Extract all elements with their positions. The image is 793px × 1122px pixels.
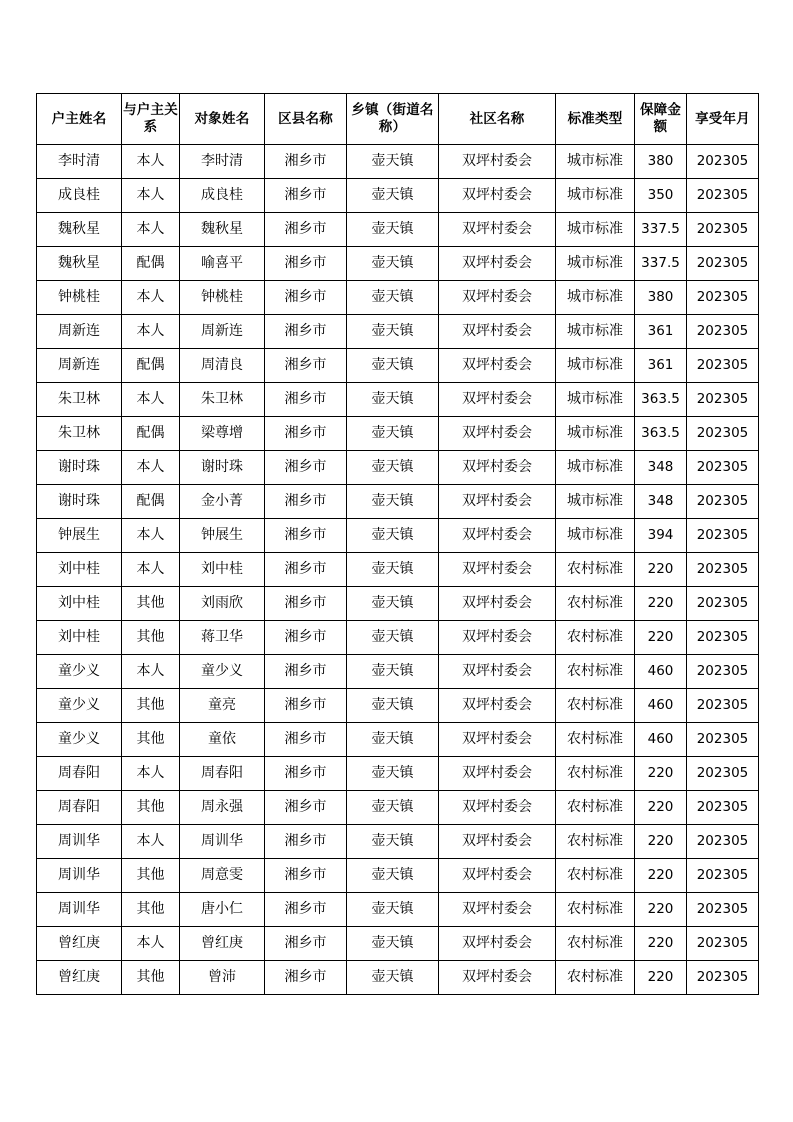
cell-object_name: 喻喜平 [180, 247, 265, 281]
cell-district: 湘乡市 [265, 383, 347, 417]
cell-township: 壶天镇 [347, 791, 439, 825]
cell-standard_type: 农村标准 [556, 961, 635, 995]
cell-district: 湘乡市 [265, 417, 347, 451]
cell-month: 202305 [687, 519, 759, 553]
cell-month: 202305 [687, 247, 759, 281]
cell-relation: 本人 [122, 825, 180, 859]
column-header-community: 社区名称 [439, 94, 556, 145]
cell-community: 双坪村委会 [439, 553, 556, 587]
table-row [37, 893, 759, 927]
cell-community: 双坪村委会 [439, 927, 556, 961]
cell-township: 壶天镇 [347, 451, 439, 485]
cell-object_name: 周永强 [180, 791, 265, 825]
cell-township: 壶天镇 [347, 145, 439, 179]
cell-township: 壶天镇 [347, 519, 439, 553]
cell-month: 202305 [687, 893, 759, 927]
cell-relation: 本人 [122, 553, 180, 587]
cell-householder_name: 周训华 [37, 859, 122, 893]
cell-township: 壶天镇 [347, 859, 439, 893]
cell-householder_name: 成良桂 [37, 179, 122, 213]
cell-township: 壶天镇 [347, 825, 439, 859]
cell-standard_type: 城市标准 [556, 281, 635, 315]
cell-amount: 337.5 [635, 213, 687, 247]
cell-township: 壶天镇 [347, 621, 439, 655]
cell-amount: 220 [635, 791, 687, 825]
cell-district: 湘乡市 [265, 927, 347, 961]
cell-object_name: 金小菁 [180, 485, 265, 519]
cell-relation: 本人 [122, 145, 180, 179]
cell-amount: 361 [635, 349, 687, 383]
cell-relation: 本人 [122, 757, 180, 791]
table-row [37, 451, 759, 485]
cell-amount: 348 [635, 485, 687, 519]
cell-relation: 配偶 [122, 349, 180, 383]
cell-community: 双坪村委会 [439, 859, 556, 893]
cell-relation: 本人 [122, 927, 180, 961]
cell-month: 202305 [687, 689, 759, 723]
cell-object_name: 曾红庚 [180, 927, 265, 961]
benefit-table [36, 93, 759, 995]
cell-standard_type: 农村标准 [556, 893, 635, 927]
cell-community: 双坪村委会 [439, 961, 556, 995]
column-header-object-name: 对象姓名 [180, 94, 265, 145]
cell-month: 202305 [687, 961, 759, 995]
table-header-row [37, 94, 759, 145]
table-row [37, 689, 759, 723]
cell-standard_type: 农村标准 [556, 655, 635, 689]
column-header-township: 乡镇（街道名称） [347, 94, 439, 145]
cell-district: 湘乡市 [265, 825, 347, 859]
cell-householder_name: 周新连 [37, 315, 122, 349]
cell-district: 湘乡市 [265, 349, 347, 383]
cell-township: 壶天镇 [347, 383, 439, 417]
cell-standard_type: 农村标准 [556, 723, 635, 757]
column-header-amount: 保障金额 [635, 94, 687, 145]
table-row [37, 723, 759, 757]
table-row [37, 383, 759, 417]
table-row [37, 315, 759, 349]
cell-householder_name: 曾红庚 [37, 961, 122, 995]
cell-standard_type: 城市标准 [556, 451, 635, 485]
cell-month: 202305 [687, 757, 759, 791]
cell-district: 湘乡市 [265, 587, 347, 621]
cell-standard_type: 城市标准 [556, 519, 635, 553]
cell-relation: 本人 [122, 179, 180, 213]
cell-community: 双坪村委会 [439, 451, 556, 485]
cell-district: 湘乡市 [265, 893, 347, 927]
cell-month: 202305 [687, 213, 759, 247]
cell-standard_type: 农村标准 [556, 757, 635, 791]
cell-householder_name: 童少义 [37, 689, 122, 723]
cell-householder_name: 童少义 [37, 655, 122, 689]
cell-month: 202305 [687, 621, 759, 655]
cell-community: 双坪村委会 [439, 179, 556, 213]
cell-amount: 380 [635, 281, 687, 315]
table-row [37, 247, 759, 281]
cell-community: 双坪村委会 [439, 655, 556, 689]
cell-object_name: 周新连 [180, 315, 265, 349]
table-body [37, 145, 759, 995]
cell-householder_name: 周春阳 [37, 791, 122, 825]
cell-householder_name: 谢时珠 [37, 485, 122, 519]
cell-month: 202305 [687, 417, 759, 451]
cell-object_name: 蒋卫华 [180, 621, 265, 655]
cell-community: 双坪村委会 [439, 315, 556, 349]
cell-object_name: 李时清 [180, 145, 265, 179]
table-row [37, 791, 759, 825]
cell-month: 202305 [687, 315, 759, 349]
cell-community: 双坪村委会 [439, 825, 556, 859]
cell-standard_type: 城市标准 [556, 383, 635, 417]
cell-object_name: 曾沛 [180, 961, 265, 995]
cell-object_name: 刘雨欣 [180, 587, 265, 621]
cell-standard_type: 农村标准 [556, 859, 635, 893]
cell-amount: 350 [635, 179, 687, 213]
cell-township: 壶天镇 [347, 961, 439, 995]
cell-community: 双坪村委会 [439, 757, 556, 791]
cell-relation: 其他 [122, 859, 180, 893]
cell-district: 湘乡市 [265, 689, 347, 723]
cell-township: 壶天镇 [347, 213, 439, 247]
cell-month: 202305 [687, 281, 759, 315]
cell-standard_type: 农村标准 [556, 587, 635, 621]
cell-month: 202305 [687, 451, 759, 485]
cell-district: 湘乡市 [265, 961, 347, 995]
cell-township: 壶天镇 [347, 723, 439, 757]
benefit-table-container [36, 93, 758, 995]
cell-householder_name: 周春阳 [37, 757, 122, 791]
table-row [37, 145, 759, 179]
cell-district: 湘乡市 [265, 519, 347, 553]
cell-object_name: 童亮 [180, 689, 265, 723]
cell-householder_name: 魏秋星 [37, 213, 122, 247]
cell-month: 202305 [687, 927, 759, 961]
table-row [37, 825, 759, 859]
cell-amount: 361 [635, 315, 687, 349]
cell-object_name: 魏秋星 [180, 213, 265, 247]
cell-standard_type: 城市标准 [556, 315, 635, 349]
table-row [37, 281, 759, 315]
cell-month: 202305 [687, 587, 759, 621]
column-header-relation: 与户主关系 [122, 94, 180, 145]
cell-object_name: 唐小仁 [180, 893, 265, 927]
cell-object_name: 周意雯 [180, 859, 265, 893]
cell-community: 双坪村委会 [439, 247, 556, 281]
cell-standard_type: 城市标准 [556, 179, 635, 213]
cell-month: 202305 [687, 791, 759, 825]
cell-object_name: 钟展生 [180, 519, 265, 553]
cell-township: 壶天镇 [347, 247, 439, 281]
cell-relation: 本人 [122, 451, 180, 485]
cell-householder_name: 周新连 [37, 349, 122, 383]
cell-community: 双坪村委会 [439, 587, 556, 621]
cell-month: 202305 [687, 655, 759, 689]
cell-object_name: 刘中桂 [180, 553, 265, 587]
cell-amount: 220 [635, 757, 687, 791]
table-row [37, 417, 759, 451]
cell-community: 双坪村委会 [439, 791, 556, 825]
cell-relation: 其他 [122, 723, 180, 757]
cell-relation: 其他 [122, 961, 180, 995]
cell-amount: 220 [635, 859, 687, 893]
cell-standard_type: 城市标准 [556, 349, 635, 383]
cell-month: 202305 [687, 179, 759, 213]
cell-district: 湘乡市 [265, 859, 347, 893]
cell-district: 湘乡市 [265, 791, 347, 825]
cell-amount: 460 [635, 723, 687, 757]
cell-householder_name: 刘中桂 [37, 587, 122, 621]
cell-community: 双坪村委会 [439, 145, 556, 179]
cell-amount: 363.5 [635, 383, 687, 417]
cell-householder_name: 魏秋星 [37, 247, 122, 281]
table-row [37, 485, 759, 519]
cell-district: 湘乡市 [265, 281, 347, 315]
cell-township: 壶天镇 [347, 587, 439, 621]
cell-relation: 其他 [122, 587, 180, 621]
cell-month: 202305 [687, 485, 759, 519]
table-header [37, 94, 759, 145]
cell-month: 202305 [687, 383, 759, 417]
cell-standard_type: 农村标准 [556, 553, 635, 587]
cell-relation: 配偶 [122, 485, 180, 519]
table-row [37, 859, 759, 893]
cell-community: 双坪村委会 [439, 723, 556, 757]
cell-month: 202305 [687, 723, 759, 757]
cell-object_name: 童依 [180, 723, 265, 757]
cell-township: 壶天镇 [347, 281, 439, 315]
cell-community: 双坪村委会 [439, 349, 556, 383]
cell-standard_type: 城市标准 [556, 213, 635, 247]
cell-householder_name: 朱卫林 [37, 417, 122, 451]
cell-object_name: 周训华 [180, 825, 265, 859]
cell-relation: 其他 [122, 893, 180, 927]
cell-amount: 460 [635, 689, 687, 723]
cell-month: 202305 [687, 553, 759, 587]
cell-standard_type: 农村标准 [556, 927, 635, 961]
cell-township: 壶天镇 [347, 315, 439, 349]
cell-relation: 本人 [122, 383, 180, 417]
cell-district: 湘乡市 [265, 757, 347, 791]
cell-amount: 380 [635, 145, 687, 179]
table-row [37, 927, 759, 961]
cell-object_name: 梁尊增 [180, 417, 265, 451]
table-row [37, 519, 759, 553]
cell-district: 湘乡市 [265, 145, 347, 179]
cell-district: 湘乡市 [265, 485, 347, 519]
cell-township: 壶天镇 [347, 893, 439, 927]
cell-amount: 220 [635, 587, 687, 621]
cell-relation: 其他 [122, 621, 180, 655]
cell-month: 202305 [687, 825, 759, 859]
table-row [37, 621, 759, 655]
column-header-householder-name: 户主姓名 [37, 94, 122, 145]
cell-relation: 配偶 [122, 247, 180, 281]
cell-householder_name: 钟桃桂 [37, 281, 122, 315]
cell-month: 202305 [687, 349, 759, 383]
cell-object_name: 谢时珠 [180, 451, 265, 485]
cell-relation: 其他 [122, 791, 180, 825]
cell-object_name: 周春阳 [180, 757, 265, 791]
cell-community: 双坪村委会 [439, 519, 556, 553]
cell-district: 湘乡市 [265, 247, 347, 281]
cell-householder_name: 周训华 [37, 825, 122, 859]
cell-householder_name: 刘中桂 [37, 621, 122, 655]
cell-amount: 220 [635, 553, 687, 587]
cell-community: 双坪村委会 [439, 417, 556, 451]
cell-township: 壶天镇 [347, 349, 439, 383]
cell-township: 壶天镇 [347, 485, 439, 519]
cell-amount: 460 [635, 655, 687, 689]
cell-district: 湘乡市 [265, 723, 347, 757]
table-row [37, 961, 759, 995]
cell-amount: 220 [635, 893, 687, 927]
cell-object_name: 钟桃桂 [180, 281, 265, 315]
cell-community: 双坪村委会 [439, 689, 556, 723]
cell-standard_type: 农村标准 [556, 791, 635, 825]
cell-object_name: 成良桂 [180, 179, 265, 213]
cell-householder_name: 周训华 [37, 893, 122, 927]
cell-community: 双坪村委会 [439, 485, 556, 519]
cell-community: 双坪村委会 [439, 213, 556, 247]
table-row [37, 553, 759, 587]
cell-district: 湘乡市 [265, 621, 347, 655]
cell-community: 双坪村委会 [439, 621, 556, 655]
column-header-standard-type: 标准类型 [556, 94, 635, 145]
cell-relation: 其他 [122, 689, 180, 723]
cell-householder_name: 钟展生 [37, 519, 122, 553]
cell-relation: 本人 [122, 213, 180, 247]
cell-standard_type: 城市标准 [556, 247, 635, 281]
table-row [37, 179, 759, 213]
column-header-month: 享受年月 [687, 94, 759, 145]
table-row [37, 757, 759, 791]
cell-township: 壶天镇 [347, 689, 439, 723]
cell-standard_type: 农村标准 [556, 689, 635, 723]
cell-township: 壶天镇 [347, 553, 439, 587]
cell-amount: 220 [635, 825, 687, 859]
table-row [37, 655, 759, 689]
table-row [37, 587, 759, 621]
cell-relation: 本人 [122, 315, 180, 349]
cell-standard_type: 农村标准 [556, 825, 635, 859]
cell-amount: 220 [635, 927, 687, 961]
cell-householder_name: 童少义 [37, 723, 122, 757]
cell-district: 湘乡市 [265, 451, 347, 485]
cell-township: 壶天镇 [347, 655, 439, 689]
table-row [37, 349, 759, 383]
table-row [37, 213, 759, 247]
cell-standard_type: 城市标准 [556, 145, 635, 179]
cell-amount: 394 [635, 519, 687, 553]
cell-standard_type: 农村标准 [556, 621, 635, 655]
cell-householder_name: 刘中桂 [37, 553, 122, 587]
cell-relation: 本人 [122, 519, 180, 553]
cell-amount: 363.5 [635, 417, 687, 451]
cell-amount: 337.5 [635, 247, 687, 281]
cell-township: 壶天镇 [347, 417, 439, 451]
cell-standard_type: 城市标准 [556, 417, 635, 451]
cell-community: 双坪村委会 [439, 893, 556, 927]
cell-householder_name: 李时清 [37, 145, 122, 179]
cell-amount: 220 [635, 621, 687, 655]
cell-object_name: 童少义 [180, 655, 265, 689]
cell-month: 202305 [687, 145, 759, 179]
cell-community: 双坪村委会 [439, 383, 556, 417]
cell-township: 壶天镇 [347, 757, 439, 791]
cell-community: 双坪村委会 [439, 281, 556, 315]
column-header-district: 区县名称 [265, 94, 347, 145]
cell-district: 湘乡市 [265, 655, 347, 689]
cell-relation: 本人 [122, 655, 180, 689]
cell-township: 壶天镇 [347, 179, 439, 213]
cell-householder_name: 曾红庚 [37, 927, 122, 961]
cell-relation: 本人 [122, 281, 180, 315]
cell-householder_name: 朱卫林 [37, 383, 122, 417]
cell-standard_type: 城市标准 [556, 485, 635, 519]
cell-amount: 220 [635, 961, 687, 995]
cell-relation: 配偶 [122, 417, 180, 451]
cell-amount: 348 [635, 451, 687, 485]
cell-district: 湘乡市 [265, 179, 347, 213]
cell-township: 壶天镇 [347, 927, 439, 961]
cell-district: 湘乡市 [265, 315, 347, 349]
cell-householder_name: 谢时珠 [37, 451, 122, 485]
cell-object_name: 周清良 [180, 349, 265, 383]
cell-month: 202305 [687, 859, 759, 893]
cell-object_name: 朱卫林 [180, 383, 265, 417]
cell-district: 湘乡市 [265, 213, 347, 247]
cell-district: 湘乡市 [265, 553, 347, 587]
